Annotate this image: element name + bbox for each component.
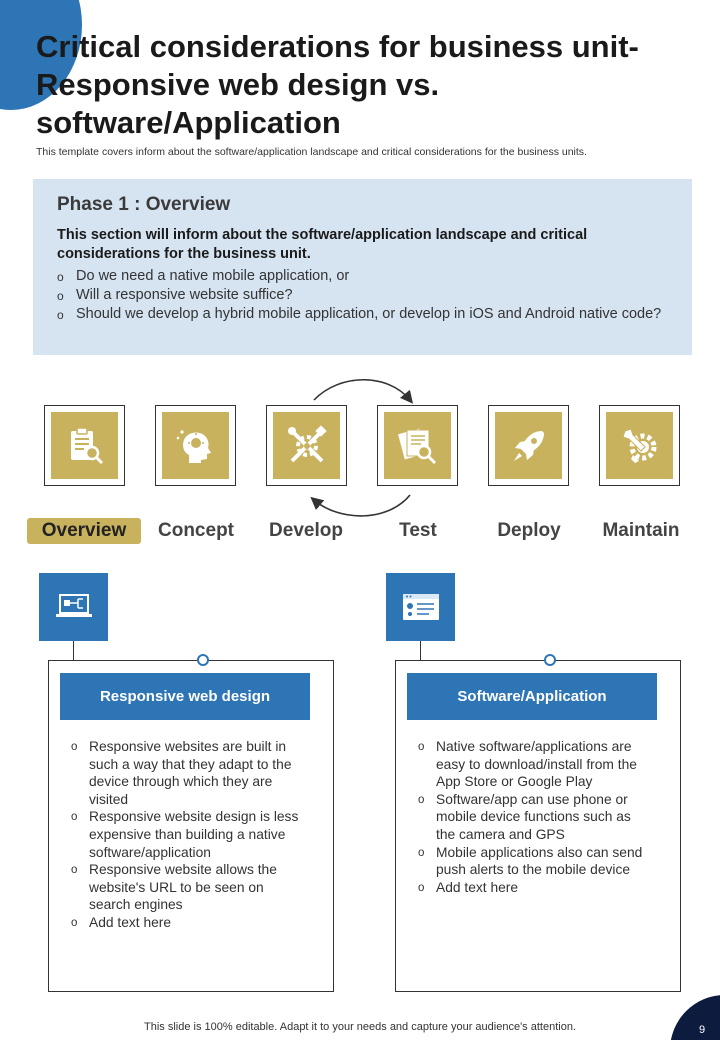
step-label-overview[interactable]: Overview: [27, 518, 141, 544]
list-item: o Add text here: [71, 914, 301, 932]
app-window-icon: [401, 591, 441, 623]
step-concept-box[interactable]: [155, 405, 236, 486]
list-item: o Software/app can use phone or mobile device functions such as the camera and GPS: [418, 791, 648, 844]
responsive-web-icon-tile: [39, 573, 108, 641]
responsive-web-list: [71, 738, 301, 932]
software-app-icon-tile: [386, 573, 455, 641]
step-label-concept[interactable]: Concept: [158, 520, 234, 541]
list-item: o Add text here: [418, 879, 648, 897]
phase-overview-panel: [33, 179, 692, 355]
rocket-icon: [508, 425, 550, 467]
phase-intro: This section will inform about the software/application landscape and critical considerations for the business unit.: [57, 227, 588, 262]
software-app-list: [418, 738, 648, 896]
arrow-back: [314, 495, 410, 516]
responsive-web-header: Responsive web design: [60, 673, 310, 720]
connector-elbow: [395, 641, 421, 661]
step-label-deploy[interactable]: Deploy: [497, 520, 561, 541]
list-item: o Mobile applications also can send push alerts to the mobile device: [418, 844, 648, 879]
step-maintain-box[interactable]: [599, 405, 680, 486]
list-item: o Responsive websites are built in such a way that they adapt to the device through which they are visited: [71, 738, 301, 808]
list-item: o Responsive website allows the website's URL to be seen on search engines: [71, 861, 301, 914]
software-app-header: Software/Application: [407, 673, 657, 720]
list-item: o Responsive website design is less expensive than building a native software/application: [71, 808, 301, 861]
connector-elbow: [48, 641, 74, 661]
page-title: Critical considerations for business unit- Responsive web design vs. software/Application: [36, 29, 639, 140]
phase-title: Phase 1 : Overview: [57, 194, 231, 215]
wrench-gear-icon: [619, 425, 661, 467]
list-item: o Native software/applications are easy to download/install from the App Store or Google Play: [418, 738, 648, 791]
step-label-maintain[interactable]: Maintain: [602, 520, 680, 541]
phase-question: o Do we need a native mobile application, or: [57, 267, 668, 286]
phase-question: o Will a responsive website suffice?: [57, 286, 668, 305]
page-subtitle: This template covers inform about the software/application landscape and critical considerations for the business units.: [36, 146, 587, 158]
footer-note: This slide is 100% editable. Adapt it to your needs and capture your audience's attention.: [144, 1021, 576, 1033]
clipboard-search-icon: [64, 425, 106, 467]
arrow-forward: [314, 380, 410, 400]
card-dot: [544, 654, 556, 666]
phase-question: o Should we develop a hybrid mobile application, or develop in iOS and Android native code?: [57, 305, 668, 324]
tools-icon: [286, 425, 328, 467]
step-deploy-box[interactable]: [488, 405, 569, 486]
page-number: 9: [698, 1024, 706, 1036]
document-search-icon: [397, 425, 439, 467]
step-overview-box[interactable]: [44, 405, 125, 486]
step-label-test[interactable]: Test: [399, 520, 437, 541]
step-develop-box[interactable]: [266, 405, 347, 486]
laptop-network-icon: [54, 591, 94, 623]
card-dot: [197, 654, 209, 666]
head-idea-icon: [175, 425, 217, 467]
phase-question-list: [57, 267, 668, 324]
step-label-develop[interactable]: Develop: [269, 520, 343, 541]
step-test-box[interactable]: [377, 405, 458, 486]
